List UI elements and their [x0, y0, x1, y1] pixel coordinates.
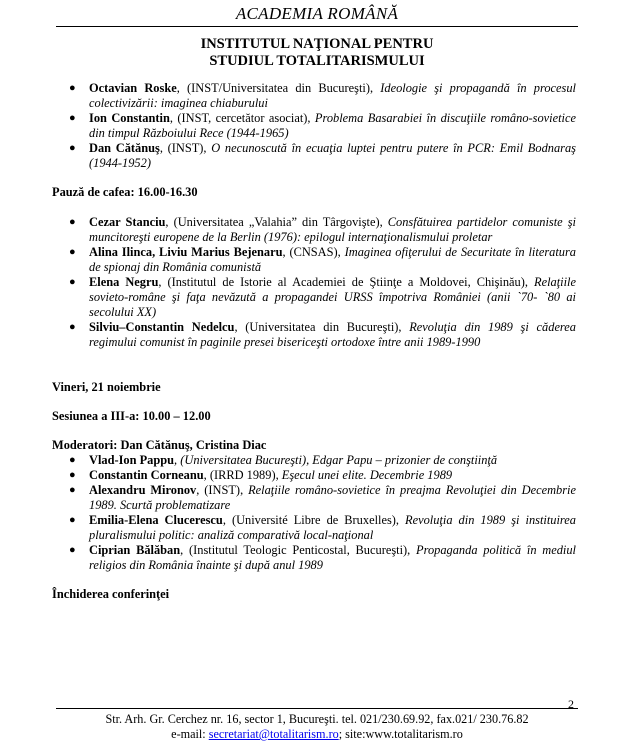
talk-title: O necunoscută în ecuaţia luptei pentru putere în PCR: Emil Bodnaraş (1944-1952) [89, 141, 576, 170]
speaker-affiliation: , (Universitatea din Bucureşti), [234, 320, 410, 334]
speaker-list-2 [52, 215, 576, 350]
speaker-affiliation: , (Université Libre de Bruxelles), [222, 513, 406, 527]
speaker-affiliation: , (INST/Universitatea din Bucureşti), [176, 81, 381, 95]
speaker-name: Dan Cătănuş [89, 141, 160, 155]
list-item [52, 111, 576, 141]
talk-title: Propaganda politică în mediul religios din România înainte şi după anul 1989 [89, 543, 576, 572]
bullet-icon: ● [69, 544, 76, 556]
talk-title: Relaţiile româno-sovietice în preajma Revoluţiei din Decembrie 1989. Scurtă problematizare [89, 483, 576, 512]
footer [0, 712, 634, 742]
speaker-affiliation: , (Universitatea „Valahia” din Târgovişte), [165, 215, 388, 229]
talk-title: Ideologie şi propagandă în procesul colectivizării: imaginea chiaburului [89, 81, 576, 110]
speaker-affiliation: , (INST), [196, 483, 249, 497]
footer-rule [56, 708, 578, 709]
header-rule [56, 26, 578, 27]
speaker-name: Ciprian Bălăban [89, 543, 181, 557]
list-item [52, 81, 576, 111]
bullet-icon: ● [69, 276, 76, 288]
speaker-affiliation: , (CNSAS), [282, 245, 345, 259]
list-item [52, 513, 576, 543]
list-item [52, 320, 576, 350]
talk-title: Problema Basarabiei în discuţiile româno-sovietice din timpul Războiului Rece (1944-1965) [89, 111, 576, 140]
speaker-name: Alexandru Mironov [89, 483, 197, 497]
speaker-affiliation: , (INST), [159, 141, 212, 155]
moderators: Moderatori: Dan Cătănuş, Cristina Diac [52, 438, 267, 452]
institute-line1: INSTITUTUL NAŢIONAL PENTRU [200, 36, 434, 52]
speaker-name: Silviu–Constantin Nedelcu [89, 320, 235, 334]
bullet-icon: ● [69, 454, 76, 466]
speaker-name: Alina Ilinca, Liviu Marius Bejenaru [89, 245, 283, 259]
bullet-icon: ● [69, 142, 76, 154]
page-number: 2 [568, 697, 574, 711]
coffee-break: Pauză de cafea: 16.00-16.30 [52, 185, 198, 199]
bullet-icon: ● [69, 469, 76, 481]
academy-header: ACADEMIA ROMÂNĂ [235, 4, 399, 23]
speaker-name: Octavian Roske [89, 81, 177, 95]
speaker-name: Vlad-Ion Pappu [89, 453, 175, 467]
footer-address: Str. Arh. Gr. Cerchez nr. 16, sector 1, Bucureşti. tel. 021/230.69.92, fax.021/ 230.76.82 [105, 712, 529, 726]
list-item [52, 483, 576, 513]
speaker-affiliation: , (IRRD 1989), [203, 468, 282, 482]
program-content [52, 81, 576, 602]
speaker-name: Ion Constantin [89, 111, 170, 125]
closing-heading: Închiderea conferinţei [52, 587, 170, 601]
institute-line2: STUDIUL TOTALITARISMULUI [209, 53, 425, 69]
talk-title: Revoluţia din 1989 şi căderea regimului comunist în paginile presei bisericeşti ortodoxe între anii 1989-1990 [89, 320, 576, 349]
talk-title: Relaţiile sovieto-române şi faţa nevăzută a propagandei URSS împotriva României (anii `70- `80 ai secolului XX) [89, 275, 576, 319]
list-item [52, 543, 576, 573]
speaker-affiliation: , (Institutul de Istorie al Academiei de Ştiinţe a Moldovei, Chişinău), [158, 275, 534, 289]
email-label: e-mail: [171, 727, 209, 741]
footer-contact [0, 727, 634, 742]
speaker-list-3 [52, 453, 576, 573]
list-item [52, 215, 576, 245]
speaker-name: Constantin Corneanu [89, 468, 204, 482]
talk-title: Edgar Papu – prizonier de conştiinţă [312, 453, 498, 467]
talk-title: Imaginea ofiţerului de Securitate în literatura de spionaj din România comunistă [89, 245, 576, 274]
bullet-icon: ● [69, 484, 76, 496]
institute-title [0, 36, 634, 70]
bullet-icon: ● [69, 216, 76, 228]
site-text: ; site:www.totalitarism.ro [338, 727, 463, 741]
list-item [52, 275, 576, 320]
list-item [52, 453, 576, 468]
bullet-icon: ● [69, 321, 76, 333]
bullet-icon: ● [69, 514, 76, 526]
speaker-affiliation: , (Universitatea Bucureşti), [174, 453, 313, 467]
speaker-list-1 [52, 81, 576, 171]
list-item [52, 468, 576, 483]
session-heading: Sesiunea a III-a: 10.00 – 12.00 [52, 409, 211, 423]
list-item [52, 141, 576, 171]
speaker-name: Elena Negru [89, 275, 159, 289]
speaker-affiliation: , (INST, cercetător asociat), [169, 111, 315, 125]
speaker-name: Emilia-Elena Clucerescu [89, 513, 223, 527]
bullet-icon: ● [69, 112, 76, 124]
speaker-name: Cezar Stanciu [89, 215, 166, 229]
day-heading: Vineri, 21 noiembrie [52, 380, 161, 394]
list-item [52, 245, 576, 275]
email-link[interactable]: secretariat@totalitarism.ro [208, 727, 339, 741]
talk-title: Consfătuirea partidelor comuniste şi muncitoreşti europene de la Berlin (1976): epilogul internaţionalismului proletar [89, 215, 576, 244]
bullet-icon: ● [69, 246, 76, 258]
bullet-icon: ● [69, 82, 76, 94]
talk-title: Eşecul unei elite. Decembrie 1989 [281, 468, 453, 482]
speaker-affiliation: , (Institutul Teologic Penticostal, Bucureşti), [180, 543, 417, 557]
talk-title: Revoluţia din 1989 şi instituirea pluralismului politic: analiză comparativă local-naţional [89, 513, 576, 542]
